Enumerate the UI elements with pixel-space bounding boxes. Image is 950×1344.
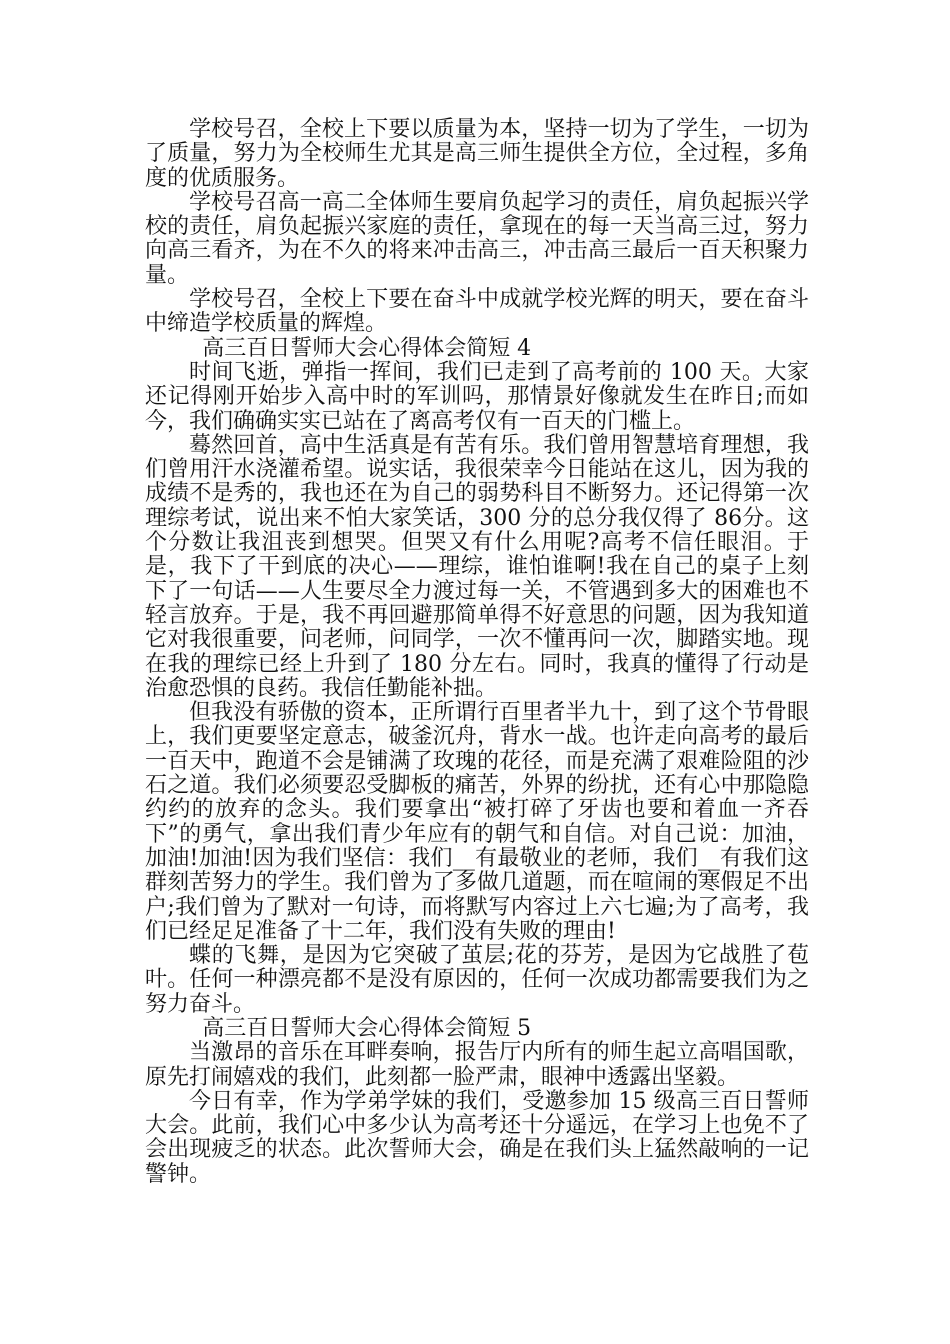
section-heading-4: 高三百日誓师大会心得体会简短 4 — [202, 335, 532, 361]
paragraph-anthem: 当激昂的音乐在耳畔奏响，报告厅内所有的师生起立高唱国歌，原先打闹嬉戏的我们，此刻都一脸严肃，眼神中透露出坚毅。 — [145, 1040, 809, 1090]
paragraph-invited: 今日有幸，作为学弟学妹的我们，受邀参加 15 级高三百日誓师大会。此前，我们心中多少认为高考还十分遥远，在学习上也免不了会出现疲乏的状态。此次誓师大会，确是在我们头上猛然敲响的一记警钟。 — [145, 1088, 809, 1187]
paragraph-looking-back: 蓦然回首，高中生活真是有苦有乐。我们曾用智慧培育理想，我们曾用汗水浇灌希望。说实话，我很荣幸今日能站在这儿，因为我的成绩不是秀的，我也还在为自己的弱势科目不断努力。还记得第一次理综考试，说出来不怕大家笑话，300 分的总分我仅得了 86分。这个分数让我沮丧到想哭。但哭又有什么用呢?高考不信任眼泪。于是，我下了干到底的决心——理综，谁怕谁啊!我在自己的桌子上刻下了一句话——人生要尽全力渡过每一关，不管遇到多大的困难也不轻言放弃。于是，我不再回避那简单得不好意思的问题，因为我知道它对我很重要，问老师，问同学，一次不懂再问一次，脚踏实地。现在我的理综已经上升到了 180 分左右。同时，我真的懂得了行动是治愈恐惧的良药。我信任勤能补拙。 — [145, 432, 809, 701]
document-body — [145, 118, 809, 1187]
paragraph-quality-call: 学校号召，全校上下要以质量为本，坚持一切为了学生，一切为了质量，努力为全校师生尤其是高三师生提供全方位，全过程，多角度的优质服务。 — [145, 117, 809, 191]
paragraph-butterfly: 蝶的飞舞，是因为它突破了茧层;花的芬芳，是因为它战胜了苞叶。任何一种漂亮都不是没有原因的，任何一次成功都需要我们为之努力奋斗。 — [145, 943, 809, 1017]
paragraph-time-flies: 时间飞逝，弹指一挥间，我们已走到了高考前的 100 天。大家还记得刚开始步入高中时的军训吗，那情景好像就发生在昨日;而如今，我们确确实实已站在了离高考仅有一百天的门槛上。 — [145, 359, 809, 434]
paragraph-responsibility-call: 学校号召高一高二全体师生要肩负起学习的责任，肩负起振兴学校的责任，肩负起振兴家庭的责任，拿现在的每一天当高三过，努力向高三看齐，为在不久的将来冲击高三，冲击高三最后一百天积聚力量。 — [145, 189, 809, 288]
paragraph-no-pride: 但我没有骄傲的资本，正所谓行百里者半九十，到了这个节骨眼上，我们更要坚定意志，破釜沉舟，背水一战。也许走向高考的最后一百天中，跑道不会是铺满了玫瑰的花径，而是充满了艰难险阻的沙石之道。我们必须要忍受脚板的痛苦，外界的纷扰，还有心中那隐隐约约的放弃的念头。我们要拿出“被打碎了牙齿也要和着血一齐吞下”的勇气，拿出我们青少年应有的朝气和自信。对自己说：加油，加油!加油!因为我们坚信：我们__有最敬业的老师，我们__有我们这群刻苦努力的学生。我们曾为了多做几道题，而在喧闹的寒假足不出户;我们曾为了默对一句诗，而将默写内容过上六七遍;为了高考，我们已经足足准备了十二年，我们没有失败的理由! — [145, 700, 809, 944]
section-heading-5: 高三百日誓师大会心得体会简短 5 — [202, 1015, 532, 1041]
paragraph-struggle-call: 学校号召，全校上下要在奋斗中成就学校光辉的明天，要在奋斗中缔造学校质量的辉煌。 — [145, 287, 809, 337]
